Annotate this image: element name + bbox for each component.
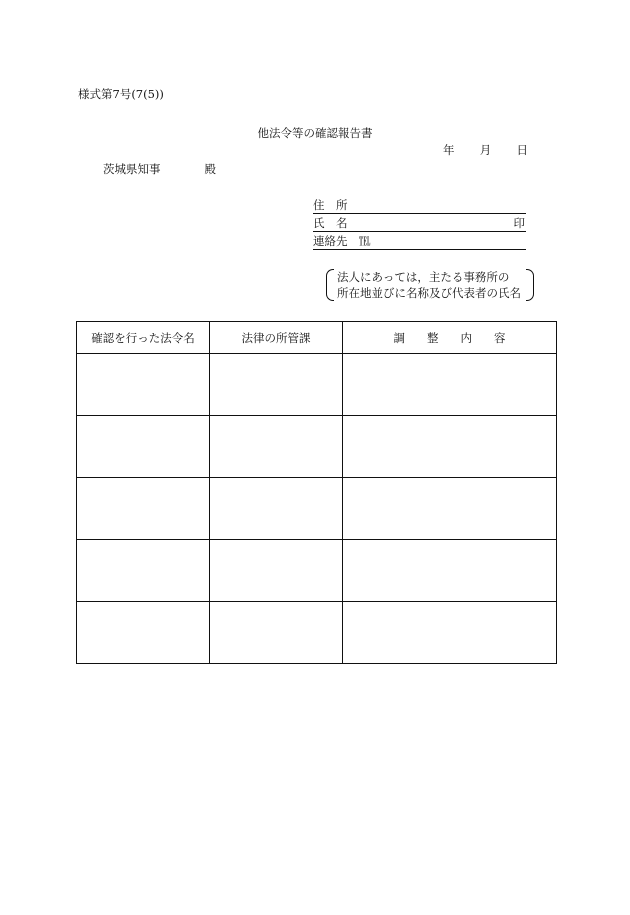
cell-law-name[interactable] — [77, 540, 210, 602]
table-row — [77, 602, 557, 664]
seal-mark: 印 — [513, 216, 525, 230]
addressee — [103, 161, 216, 177]
name-field[interactable] — [313, 216, 526, 232]
cell-law-name[interactable] — [77, 416, 210, 478]
table-row — [77, 416, 557, 478]
addressee-name: 茨城県知事 — [103, 162, 161, 176]
form-number: 様式第7号(7(5)) — [78, 87, 164, 101]
address-field[interactable] — [313, 198, 526, 214]
name-label: 氏 名 — [313, 216, 348, 230]
cell-department[interactable] — [210, 416, 343, 478]
address-label: 住 所 — [313, 198, 348, 212]
cell-adjustment[interactable] — [343, 478, 557, 540]
cell-law-name[interactable] — [77, 354, 210, 416]
header-law-name: 確認を行った法令名 — [77, 322, 210, 354]
table-row — [77, 478, 557, 540]
note-line-1: 法人にあっては，主たる事務所の — [337, 270, 510, 284]
note-line-2: 所在地並びに名称及び代表者の氏名 — [337, 286, 521, 300]
left-brace-icon — [326, 269, 334, 301]
cell-adjustment[interactable] — [343, 354, 557, 416]
contact-field[interactable] — [313, 234, 526, 250]
cell-law-name[interactable] — [77, 478, 210, 540]
date-line — [443, 142, 528, 158]
header-adjustment: 調整内容 — [343, 322, 557, 354]
addressee-honorific: 殿 — [204, 162, 216, 176]
cell-adjustment[interactable] — [343, 416, 557, 478]
date-month: 月 — [479, 143, 492, 157]
cell-department[interactable] — [210, 602, 343, 664]
cell-department[interactable] — [210, 354, 343, 416]
date-year: 年 — [443, 143, 455, 157]
report-table — [76, 321, 557, 664]
header-department: 法律の所管課 — [210, 322, 343, 354]
cell-department[interactable] — [210, 540, 343, 602]
cell-department[interactable] — [210, 478, 343, 540]
cell-adjustment[interactable] — [343, 540, 557, 602]
corporate-note — [326, 268, 534, 300]
cell-adjustment[interactable] — [343, 602, 557, 664]
contact-label: 連絡先 ℡ — [313, 234, 371, 248]
table-row — [77, 540, 557, 602]
cell-law-name[interactable] — [77, 602, 210, 664]
table-header-row — [77, 322, 557, 354]
right-brace-icon — [526, 269, 534, 301]
page-title: 他法令等の確認報告書 — [257, 126, 373, 140]
date-day: 日 — [516, 143, 528, 157]
table-row — [77, 354, 557, 416]
